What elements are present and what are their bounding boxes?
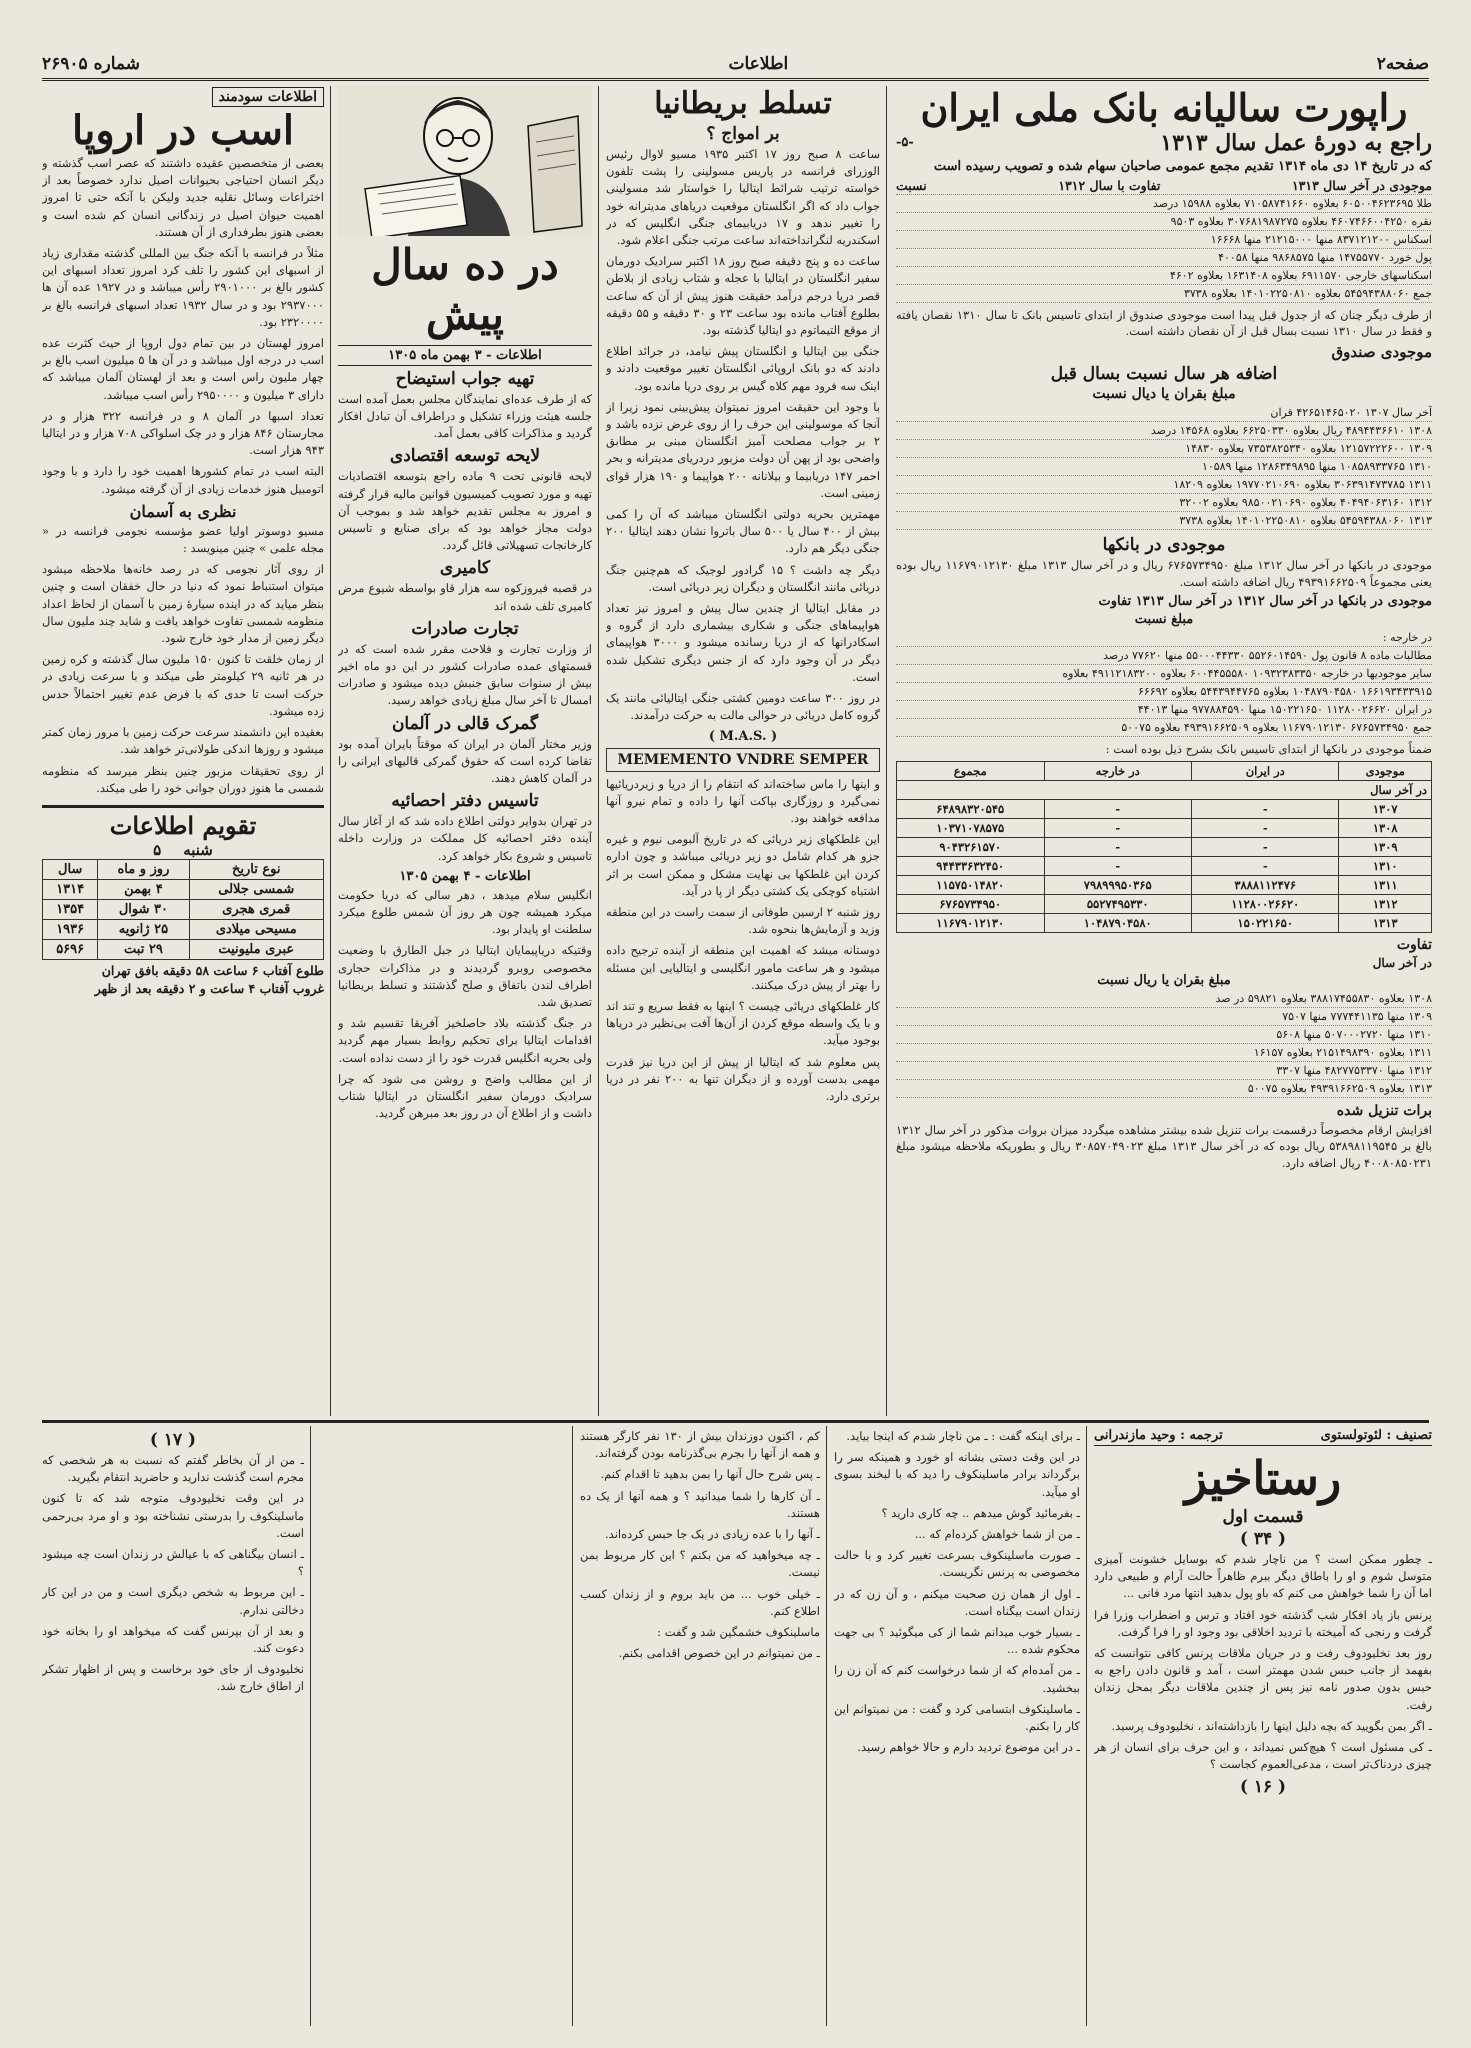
history-body [897, 800, 1432, 933]
calendar-row: قمری هجری ۳۰ شوال ۱۳۵۴ [43, 899, 324, 919]
column-divider [886, 86, 887, 1416]
banks-row: ۱۶۶۱۹۳۴۳۳۹۱۵ ۱۰۴۸۷۹۰۴۵۸۰ بعلاوه ۵۴۴۳۹۴۴۷۶۵ بعلاوه ۶۶۶۹۲ [896, 683, 1432, 701]
history-table [896, 761, 1432, 933]
britain-paragraph: ساعت ۸ صبح روز ۱۷ اکتبر ۱۹۳۵ مسیو لاوال رئیس الوزرای فرانسه در پاریس مسولینی را پشت تلفون خواسته ترتیب شرائط ایتالیا را خواستار شد مسولینی جواب داد که اگر انگلستان موقعیت دریاهای مدیترانه خود را تغییر ندهد و ۱۷ دریابیمای جنگی انگلیس که در اسکندریه لنگرانداخته‌اند ساعت مرتب جنگی اعلام شود. [606, 147, 880, 248]
ten-years-paragraph: از این مطالب واضح و روشن می شود که چرا سرادیک دورمان سفیر انگلستان در ایتالیا شتاب داشت و از اطلاع آن در روز بعد مبرهن گردید. [338, 1071, 592, 1121]
serial-divider [826, 1426, 827, 2026]
diff-row: ۱۳۱۳ بعلاوه ۴۹۳۹۱۶۶۲۵۰۹ بعلاوه ۵۰۰۷۵ [896, 1080, 1432, 1098]
calendar-body [43, 879, 324, 959]
bank-report-title: راپورت سالیانه بانک ملی ایران [920, 86, 1408, 130]
britain-subtitle: بر امواج ؟ [706, 124, 780, 144]
bank-report-article [896, 86, 1432, 1416]
horse-paragraph: مثلاً در فرانسه با آنکه جنگ بین المللی گذشته مقداری زیاد از اسبهای این کشور را تلف کرد امروز تعداد اسبهای این کشور بالغ بر ۲۹۰۱۰۰۰ رأس میباشد و در ۱۹۲۷ عده آن ها ۲۹۳۷۰۰۰ بود و در سال ۱۹۳۲ تعداد اسبهای فرانسه بالغ بر ۲۳۲۰۰۰۰ بود. [42, 246, 324, 329]
banks-row: جمع ۶۷۶۵۷۳۴۹۵۰ ۱۱۶۷۹۰۱۲۱۳۰ بعلاوه ۴۹۳۹۱۶۶۲۵۰۹ بعلاوه ۵۰۰۷۵ [896, 719, 1432, 737]
ten-years-item-text: وزیر مختار آلمان در ایران که موقتاً بایران آمده بود تقاضا کرده است که حقوق گمرکی قالیهای ایرانی را در آلمان کاهش دهند. [338, 736, 592, 786]
serial-paragraph: ـ من نمیتوانم در این خصوص اقدامی بکنم. [618, 1646, 820, 1661]
reserves-table [896, 195, 1432, 303]
serial-paragraph: ـ آن کارها را شما میدانید ؟ و همه آنها از یک ده هستند. [580, 1488, 820, 1520]
calendar-day-number: ۵ [153, 840, 162, 859]
history-row: ۱۳۱۱ ۳۸۸۸۱۱۲۴۷۶ ۷۹۸۹۹۹۵۰۳۶۵ ۱۱۵۷۵۰۱۴۸۲۰ [897, 876, 1432, 895]
diff-row: ۱۳۱۱ بعلاوه ۲۱۵۱۴۹۸۳۹۰ بعلاوه ۱۶۱۵۷ [896, 1044, 1432, 1062]
britain-paragraph: جنگی بین ایتالیا و انگلستان پیش نیامد، در جرائد اطلاع دادند که دو بانک اروپائی انگلستان تغییر موقعیت دادند و اینک سه فرود مهم کلاه گیس بر روی دریا مانده بود. [606, 344, 880, 393]
ten-years-title: در ده سال پیش [371, 240, 559, 340]
diff-header: مبلغ بقران یا ریال نسبت [1097, 973, 1231, 989]
cash-heading: موجودی صندوق [1331, 343, 1432, 362]
serial-paragraph: ـ من از شما خواهش کرده‌ام که ... [914, 1527, 1080, 1542]
serial-paragraph: ـ کی مسئول است ؟ هیچ‌کس نمیداند ، و این حرف برای انسان از هر چیزی دردناک‌تر است ، مدعی‌العموم کجاست ؟ [1094, 1739, 1432, 1772]
column-divider [598, 86, 599, 1416]
serial-paragraph: و بعد از آن بپرنس گفت که میخواهد او را بخانه خود دعوت کند. [42, 1623, 304, 1656]
history-row: ۱۳۰۹ - - ۹۰۴۳۲۶۱۵۷۰ [897, 838, 1432, 857]
britain-article [606, 86, 880, 1416]
ten-years-items [338, 369, 592, 865]
horse-paragraph: تعداد اسبها در آلمان ۸ و در فرانسه ۳۲۲ هزار و در مجارستان ۸۴۶ هزار و در چک اسلواکی ۷۰۸ هزار و در ایتالیا ۹۴۳ هزار است. [42, 408, 324, 458]
cash-subhead2: مبلغ بقران یا دیال نسبت [1092, 386, 1236, 403]
history-row: ۱۳۰۷ - - ۶۴۸۹۸۳۲۰۵۴۵ [897, 800, 1432, 819]
serial-paragraph: ـ چه میخواهید که من بکنم ؟ این کار مربوط بمن نیست. [580, 1548, 820, 1580]
serial-author: تصنیف : لئوتولستوی [1320, 1428, 1432, 1443]
ten-years-item-heading: کامیری [439, 558, 491, 579]
motto-credit: ( M.A.S. ) [708, 728, 778, 744]
ten-years-item-heading: تهیه جواب استیضاح [395, 368, 535, 389]
banks-table-sub: مبلغ نسبت [1134, 611, 1194, 627]
sky-paragraph: بعقیده این دانشمند سرعت حرکت زمین با مرور زمان کمتر میشود و روزها اندکی طولانی‌تر خواهد شد. [42, 725, 324, 757]
reader-illustration [338, 86, 592, 236]
sky-subhead: نظری به آسمان [129, 501, 237, 521]
reserves-row: نقره ۴۶۰۷۴۶۶۰۰۴۲۵۰ بعلاوه ۳۰۷۶۸۱۹۸۷۲۷۵ بعلاوه ۹۵۰۳ [896, 213, 1432, 231]
diff-heading: تفاوت [1396, 937, 1432, 954]
calendar-row: شمسی جلالی ۴ بهمن ۱۳۱۴ [43, 879, 324, 899]
serial-column-3 [580, 1428, 820, 2028]
banks-note: ضمناً موجودی در بانکها از ابتدای تاسیس بانک بشرح ذیل بوده است : [1105, 741, 1432, 756]
cash-row: ۱۳۱۲ ۴۰۴۹۴۰۶۳۱۶۰ بعلاوه ۹۸۵۰۰۲۱۰۶۹۰ بعلاوه ۳۲۰۰۲ [896, 494, 1432, 512]
reserves-row: پول خورد ۱۴۷۵۵۷۷۰ منها ۹۸۶۸۵۷۵ منها ۴۰۰۵۸ [896, 249, 1432, 267]
sky-paragraph: از زمان خلقت تا کنون ۱۵۰ ملیون سال گذشته و کره زمین در هر ثانیه ۲۹ کیلومتر طی میکند و با سرعت زیادی در حرکت است تا حدی که با فرض عدم تغییر احتمالاً حدس زده میشود. [42, 652, 324, 718]
serial-paragraph: ـ بسیار خوب میدانم شما از کی میگوئید ؟ بی جهت محکوم شده ... [834, 1625, 1080, 1657]
sky-paragraph: از روی تحقیقات مزبور چنین بنظر میرسد که منظومه شمسی ما هنوز دوران جوانی خود را طی میکند. [42, 763, 324, 795]
history-header-row: موجودی در ایران در خارجه مجموع [897, 762, 1432, 781]
calendar-header-row: نوع تاریخ روز و ماه سال [43, 859, 324, 879]
banks-row: در ایران ۱۱۲۸۰۰۲۶۶۲۰ ۱۵۰۲۲۱۶۵۰ منها ۹۷۷۸۸۴۵۹۰ منها ۴۴۰۱۳ [896, 701, 1432, 719]
serial-paragraph: ـ خیلی خوب ... من باید بروم و از زندان کسب اطلاع کنم. [580, 1586, 820, 1618]
history-row: ۱۳۱۰ - - ۹۴۴۳۳۶۳۲۴۵۰ [897, 857, 1432, 876]
serial-text-2 [834, 1428, 1080, 1756]
cash-row: ۱۳۱۰ ۱۰۸۵۸۹۳۳۷۶۵ منها ۱۲۸۶۳۴۹۸۹۵ منها ۱۰۵۸۹ [896, 458, 1432, 476]
ten-years-tail [338, 887, 592, 1123]
serial-column-1 [1094, 1428, 1432, 2028]
cash-row: ۱۳۱۱ ۳۰۶۳۹۱۴۷۳۷۸۵ بعلاوه ۱۹۷۷۰۲۱۰۶۹۰ بعلاوه ۱۸۲۰۹ [896, 476, 1432, 494]
serial-paragraph: ـ من آمده‌ام که از شما درخواست کنم که آن زن را ببخشید. [834, 1663, 1080, 1695]
history-row: ۱۳۱۲ ۱۱۲۸۰۰۲۶۶۲۰ ۵۵۲۷۴۹۵۳۳۰ ۶۷۶۵۷۳۴۹۵۰ [897, 895, 1432, 914]
ten-years-article [338, 86, 592, 1416]
motto: MEMEMENTO VNDRE SEMPER [606, 748, 880, 772]
serial-paragraph: ـ اگر بمن بگویید که بچه دلیل اینها را بازداشته‌اند ، نخلیودوف پرسید. [1111, 1718, 1432, 1733]
serial-column-2 [834, 1428, 1080, 2028]
history-row: ۱۳۱۳ ۱۵۰۲۲۱۶۵۰ ۱۰۴۸۷۹۰۴۵۸۰ ۱۱۶۷۹۰۱۲۱۳۰ [897, 914, 1432, 933]
serial-paragraph: در این وقت نخلیودوف متوجه شد که تا کنون ماسلینکوف را بدرستی نشناخته بود و او مرد بی‌رحمی است. [42, 1491, 304, 1540]
horse-body [42, 155, 324, 498]
serial-paragraph: ـ صورت ماسلینکوف بسرعت تغییر کرد و با حالت مخصوصی به پرنس نگریست. [834, 1548, 1080, 1580]
page-label: صفحه۲ [1376, 54, 1429, 74]
calendar-box [42, 805, 324, 996]
ten-years-item-text: لایحه قانونی تحت ۹ ماده راجع بتوسعه اقتصادیات تهیه و مورد تصویب کمیسیون قوانین مالیه قرار گرفته و امروز به مجلس تقدیم خواهد شد و بموجب آن دولت مجاز خواهد بود که برای صنایع و تاسیس کارخانجات تسهیلاتی قائل گردد. [338, 469, 592, 553]
serial-paragraph: ـ پس شرح حال آنها را بمن بدهید تا اقدام کنم. [600, 1467, 820, 1482]
ten-years-item-text: در تهران بدوایر دولتی اطلاع داده شد که از آغاز سال آینده دفتر احصائیه کل مملکت در وزارت داخله تاسیس و شروع بکار خواهد کرد. [338, 814, 592, 863]
useful-info-label: اطلاعات سودمند [212, 87, 324, 107]
cash-table [896, 404, 1432, 530]
britain-paragraph: پس معلوم شد که ایتالیا از پیش از این دریا نیز قدرت مهمی بدست آورده و از دیگران تنها به ۲۰۰ نفر در دریا برتری دارد. [606, 1054, 880, 1103]
britain-paragraph: و اینها را ماس ساخته‌اند که انتقام را از دریا و زیردریائیها نمی‌گیرد و روزگاری بپاکت آنها را داده و تمام نیرو آنها مدافعه خواهند بود. [606, 776, 880, 825]
serial-paragraph: ـ این مربوط به شخص دیگری است و من در این کار دخالتی ندارم. [42, 1585, 304, 1617]
calendar-table [42, 859, 324, 960]
paper-name: اطلاعات [728, 54, 789, 74]
banks-row: مطالبات ماده ۸ قانون پول ۵۵۲۶۰۱۴۵۹۰ ۵۵۰۰۰۴۴۳۳۰ منها ۷۷۶۲۰ درصد [896, 647, 1432, 665]
serial-divider [1086, 1426, 1087, 2026]
britain-paragraph: در مقابل ایتالیا از چندین سال پیش و امروز نیز تعداد هواپیماهای جنگی و شکاری بیشماری دارد از گروه و اسکادرانها که از دریا رسانده میشود و ۳۰۰۰ هواپیمای دیگر در آن وجود دارد که از جنس دیگری تشکیل شده است. [606, 601, 880, 684]
serial-paragraph: ماسلینکوف خشمگین شد و گفت : [657, 1625, 820, 1640]
serial-paragraph: ـ ماسلینکوف ابتسامی کرد و گفت : من نمیتوانم این کار را بکنم. [834, 1701, 1080, 1734]
serial-paragraph: ـ انسان بیگناهی که با عیالش در زندان است چه میشود ؟ [42, 1547, 304, 1579]
britain-paragraph: این غلطکهای زیر دریائی که در تاریخ آلبومی نیوم و غیره جزو هر کدام شامل دو زیر دریائی میباشد و چون اداره کردن این غلطکها بی نهایت مشکل و ممکن است بر اثر اشتباه کوچکی یک کشتی دیگر از پا در آید. [606, 832, 880, 898]
serial-paragraph: ـ چطور ممکن است ؟ من ناچار شدم که بوسایل خشونت آمیزی متوسل شوم و او را باطاق دیگر ببرم ظاهراً حالت آرام و طبیعی دارد اما آن را شما خواهش می کنم که باو پول بدهید انتها مرد فانی ... [1094, 1551, 1432, 1601]
notes-text: افزایش ارقام مخصوصاً درقسمت برات تنزیل شده بیشتر مشاهده میگردد میزان بروات مذکور در آخر سال ۱۳۱۲ بالغ بر ۵۳۸۹۸۱۱۹۵۴۵ ریال بوده که در آخر سال ۱۳۱۳ مبلغ ۳۰۸۵۷۰۴۹۰۲۳ ریال و بطوریکه ملاحظه میشود مبلغ ۴۰۰۸۰۸۵۰۲۳۱ ریال اضافه دارد. [896, 1123, 1432, 1170]
bank-report-intro: که در تاریخ ۱۴ دی ماه ۱۳۱۴ تقدیم مجمع عمومی صاحبان سهام شده و تصویب رسیده است [933, 159, 1432, 175]
sky-paragraph: مسیو دوسوتر اولیا عضو مؤسسه نجومی فرانسه در « مجله علمی » چنین مینویسد : [42, 523, 324, 556]
calendar-row: مسیحی میلادی ۲۵ ژانویه ۱۹۳۶ [43, 919, 324, 939]
issue-number: شماره ۲۶۹۰۵ [42, 54, 140, 74]
britain-paragraph: دوستانه میشد که اهمیت این منطقه از آینده ترجیح داده میشود و هر ساعت مامور انگلیسی و ایتالیایی این مسئله را بهتر از پیش درک میکنند. [606, 943, 880, 992]
serial-text-3 [580, 1428, 820, 1662]
serial-divider [572, 1426, 573, 2026]
sky-paragraph: از روی آثار نجومی که در رصد خانه‌ها ملاحظه میشود میتوان استنباط نمود که دنیا در حال خفقان است و چنین بنظر میاید که در اینده سیارهٔ زمین با آسمان از لحاظ اعداد منظومه شمسی تفاوت خواهد یافت و شاید چند ملیون سال دیگر زمین از مدار خود خارج شود. [42, 562, 324, 646]
banks-row: سایر موجودیها در خارجه ۱۰۹۳۲۳۸۳۳۵۰ ۶۰۰۴۴۵۵۵۸۰ بعلاوه ۴۹۱۱۲۱۸۳۲۰۰ بعلاوه [896, 665, 1432, 683]
serial-paragraph: ـ من از آن بخاطر گفتم که نسبت به هر شخصی که مجرم است گذشت ندارید و حاضرید انتقام بگیرید. [42, 1453, 304, 1485]
banks-table [896, 629, 1432, 737]
banks-text: موجودی در بانکها در آخر سال ۱۳۱۲ مبلغ ۶۷۶۵۷۳۴۹۵۰ ریال و در آخر سال ۱۳۱۳ مبلغ ۱۱۶۷۹۰۱۲۱۳۰ ریال بوده یعنی مجموعاً ۴۹۳۹۱۶۶۲۵۰۹ ریال اضافه داشته است. [896, 558, 1432, 589]
britain-paragraph: مهمترین بحریه دولتی انگلستان میباشد که آن را کمی بیش از ۴۰۰ سال یا ۵۰۰ سال باتروا نشان دهند ایتالیا ۲۰۰ جنگی دیگر هم دارد. [606, 507, 880, 556]
diff-row: ۱۳۱۰ منها ۵۰۷۰۰۰۲۷۲۰ منها ۵۶۰۸ [896, 1026, 1432, 1044]
calendar-row: عبری ملیونیت ۲۹ تبت ۵۶۹۶ [43, 939, 324, 959]
reserves-row: اسکناس ۸۳۷۱۲۱۲۰۰ منها ۲۱۲۱۵۰۰۰ منها ۱۶۶۶۸ [896, 231, 1432, 249]
serial-chapter: ( ۳۴ ) [1239, 1528, 1287, 1549]
diff-row: ۱۳۱۲ منها ۴۸۲۷۷۵۳۳۷۰ منها ۳۳۰۷ [896, 1062, 1432, 1080]
cash-row: ۱۳۰۹ ۱۲۱۵۷۲۲۲۶۰۰ بعلاوه ۷۳۵۳۸۲۵۳۴۰ بعلاوه ۱۴۸۳۰ [896, 440, 1432, 458]
calendar-day [42, 841, 324, 859]
horse-europe-article [42, 86, 324, 1416]
serial-paragraph: ـ آنها را با عده زیادی در یک جا حبس کرده‌اند. [605, 1527, 820, 1542]
britain-paragraph: با وجود این حقیقت امروز نمیتوان پیش‌بینی نمود زیرا از آنجا که موسولینی این حرف را از روی غرض نزده باشد و ۲ بر جواب مصلحت آمیز انگلستان مبنی بر مطابق واضحی بود از پهن آن دولت مزبور دردریای مدیترانه و بحر احمر ۱۴۷ دریابیما و بیلانانه ۲۰۰ هواپیما و ۱۹۰ هزار قوای زمینی است. [606, 399, 880, 500]
banks-row: در خارجه : [896, 629, 1432, 647]
serial-text-4 [42, 1452, 304, 1696]
serial-paragraph: کم ، اکنون دوزندان بیش از ۱۳۰ نفر کارگر هستند و همه از آنها را بجرم بی‌گذرنامه بودن گرفته‌اند. [580, 1429, 820, 1461]
ten-years-paragraph: انگلیس سلام میدهد ، دهر سالی که دریا حکومت میکرد همیشه چون هر روز آن شمس طلوع میکرد سلطنت او پایدار بود. [338, 887, 592, 937]
serial-chapter-2: ( ۱۶ ) [1239, 1777, 1287, 1798]
bank-report-subtitle: راجع به دورهٔ عمل سال ۱۳۱۳ [1160, 129, 1432, 156]
serial-divider [310, 1426, 311, 2026]
diff-table [896, 990, 1432, 1098]
banks-table-header: موجودی در بانکها در آخر سال ۱۳۱۲ در آخر سال ۱۳۱۳ تفاوت [1098, 593, 1432, 609]
ten-years-date: اطلاعات - ۳ بهمن ماه ۱۳۰۵ [338, 345, 592, 366]
ten-years-paragraph: وقتیکه دریاپیمایان ایتالیا در جبل الطارق با وضعیت مخصوصی روبرو گردیدند و در مذاکرات حجاری اطراف لندن باتفاق و صلح گذشتند و تسلط بریطانیا تصدیق شد. [338, 943, 592, 1010]
ten-years-item-heading: تجارت صادرات [411, 618, 519, 639]
banks-heading: موجودی در بانکها [1102, 535, 1226, 556]
britain-body [606, 146, 880, 725]
cash-subhead: اضافه هر سال نسبت بسال قبل [1050, 364, 1278, 385]
diff-row: ۱۳۰۹ منها ۷۷۷۴۴۱۱۳۵ منها ۷۵۰۷ [896, 1008, 1432, 1026]
diff-row: ۱۳۰۸ بعلاوه ۳۸۸۱۷۴۵۵۸۳۰ بعلاوه ۵۹۸۲۱ در صد [896, 990, 1432, 1008]
serial-paragraph: ـ در این موضوع تردید دارم و حالا خواهم رسید. [857, 1740, 1080, 1755]
history-row: ۱۳۰۸ - - ۱۰۳۷۱۰۷۸۵۷۵ [897, 819, 1432, 838]
ten-years-item-text: که از طرف عده‌ای نمایندگان مجلس بعمل آمده است جلسه هیئت وزراء تشکیل و دراطراف آن تبادل افکار گردید و مذاکرات کافی بعمل آمد. [338, 391, 592, 441]
britain-paragraph: روز شنبه ۲ ارسین طوفانی از سمت راست در این منطقه وزید و آزمایش‌ها بنحوه شد. [606, 904, 880, 937]
serial-paragraph: ـ برای اینکه گفت : ـ من ناچار شدم که اینجا بیاید. [846, 1429, 1080, 1443]
britain-title: تسلط بریطانیا [654, 86, 832, 121]
reserves-row: اسکناسهای خارجی ۶۹۱۱۵۷۰ بعلاوه ۱۶۳۱۴۰۸ بعلاوه ۴۶۰۲ [896, 267, 1432, 285]
serial-text-1 [1094, 1551, 1432, 1773]
serial-translator: ترجمه : وحید مازندرانی [1094, 1428, 1223, 1443]
serial-part: قسمت اول [1222, 1506, 1304, 1527]
serial-paragraph: ـ اول از همان زن صحبت میکنم ، و آن زن که در زندان است بیگناه است. [834, 1586, 1080, 1618]
sunset-line: غروب آفتاب ۴ ساعت و ۲ دقیقه بعد از ظهر [94, 980, 324, 996]
britain-paragraph: دیگر چه داشت ؟ ۱۵ گرادور لوجیک که هم‌چنین جنگ دریائی مانند انگلستان و دیگران زیر دریائی است. [606, 562, 880, 594]
serial-chapter-3: ( ۱۷ ) [149, 1430, 197, 1450]
horse-paragraph: بعضی از متخصصین عقیده داشتند که عصر اسب گذشته و دیگر انسان احتیاجی بحیوانات اصیل ندارد خصوصاً بعد از اختراعات وسائل نقلیه جدید ولیکن با آنکه حتی تا امروز اهمیت حیوان اصیل در زندگانی انسان کم شده است و بعضی هنوز بطرفداری از آن هستند. [42, 156, 324, 239]
cash-row: آخر سال ۱۳۰۷ ۴۲۶۵۱۴۶۵۰۲۰ قران [896, 404, 1432, 422]
britain-paragraph: کار غلطکهای دریائی چیست ؟ اینها به فقط سریع و تند اند و با یک واسطه موقع کردن از آن‌ها آفت بی‌نظیر در دریاها بوجود میآید. [606, 998, 880, 1048]
sunrise-line: طلوع آفتاب ۶ ساعت ۵۸ دقیقه بافق تهران [101, 962, 324, 978]
section-divider [42, 1420, 1429, 1423]
diff-sub: در آخر سال [1372, 956, 1432, 971]
sky-body [42, 523, 324, 797]
cash-row: ۱۳۱۳ ۵۴۵۹۴۳۸۸۰۶۰ بعلاوه ۱۴۰۱۰۲۲۵۰۸۱۰ بعلاوه ۳۷۳۸ [896, 512, 1432, 530]
ten-years-item-heading: گمرک قالی در آلمان [391, 713, 539, 734]
horse-paragraph: البته اسب در تمام کشورها اهمیت خود را دارد و با وجود اتومبیل هنوز خدمات زیادی از آن گرفته میشود. [42, 464, 324, 496]
page-header [42, 52, 1429, 76]
serial-paragraph: پرنس باز یاد افکار شب گذشته خود افتاد و ترس و اضطراب وزرا فرا گرفت و رنجی که آمیخته با تردید اخلاقی بود وجود او را فرا گرفت. [1094, 1607, 1432, 1639]
britain-body-2 [606, 776, 880, 1106]
horse-paragraph: امروز لهستان در بین تمام دول اروپا از حیث کثرت عده اسب در درجه اول میباشد و در آن ها ۵ میلیون اسب بالغ بر چهار ملیون راس است و بعد از لهستان آلمان میباشد که دارای ۳ میلیون و ۲۹۵۰۰۰۰ رأس اسب میباشد. [42, 336, 324, 402]
cash-row: ۱۳۰۸ ۴۸۹۴۴۳۶۶۱۰ ریال بعلاوه ۶۶۲۵۰۳۳۰ بعلاوه ۱۴۵۶۸ درصد [896, 422, 1432, 440]
serial-column-4 [42, 1428, 304, 2028]
calendar-title: تقویم اطلاعات [109, 810, 257, 840]
column-divider [330, 86, 331, 1416]
ten-years-item-heading: لایحه توسعه اقتصادی [389, 446, 541, 467]
history-sub: در آخر سال [897, 781, 1432, 800]
ten-years-item-heading: تاسیس دفتر احصائیه [391, 791, 539, 812]
serial-paragraph: ـ بفرمائید گوش میدهم .. چه کاری دارید ؟ [881, 1505, 1080, 1520]
serial-paragraph: در این وقت دستی بشانه او خورد و همینکه سر را برگرداند برادر ماسلینکوف را دید که با لبخند بسوی او میآید. [834, 1450, 1080, 1499]
serial-paragraph: نخلیودوف از جای خود برخاست و پس از اظهار تشکر از اطاق خارج شد. [42, 1662, 304, 1694]
britain-paragraph: در روز ۳۰۰ ساعت دومین کشتی جنگی ایتالیائی مانند یک گروه کامل دریائی در حوالی مالت به حرکت درآمدند. [606, 691, 880, 723]
ten-years-item-text: در قصبه فیروزکوه سه هزار قاو بواسطه شیوع مرض کامیری تلف شده اند [338, 581, 592, 613]
calendar-weekday: شنبه [183, 840, 213, 859]
serial-paragraph: روز بعد نخلیودوف رفت و در جریان ملاقات پرنس کافی نتوانست که بفهمد از جانب حبس شدن مهمتر است ، آمد و قانون دادن راجع به حبس بدون صدور نامه نیز پس از چندین ملاقات دیگر بمحل زندان رفت. [1094, 1645, 1432, 1712]
serial-title: رستاخیز [1184, 1451, 1342, 1505]
britain-paragraph: ساعت ده و پنج دقیقه صبح روز ۱۸ اکتبر سرادیک دورمان سفیر انگلستان در ایتالیا با عجله و شتاب زیادی از بلاطن قصر دریا درجم درآمد حقیقت هنوز پیش از آن که ساعت بطلوع آفتاب مانده بود ساعت ۲۳ و ۳۰ دقیقه و ۵۵ دقیقه از موقع التیماتوم دو ایتالیا گذشته بود. [606, 254, 880, 338]
ten-years-item-text: از وزارت تجارت و فلاحت مقرر شده است که در قسمتهای عمده صادرات کشور در این دو ماه اخیر بیش از سنوات سابق جنبش دیده میشود و صادرات امسال تا آخر سال مبلغ زیادی خواهد رسید. [338, 641, 592, 708]
horse-title: اسب در اروپا [72, 107, 294, 154]
reserves-header: موجودی در آخر سال ۱۳۱۳ تفاوت با سال ۱۳۱۲ نسبت [896, 178, 1432, 194]
ten-years-paragraph: در جنگ گذشته بلاد حاصلخیز آفریقا تقسیم شد و اقدامات ایتالیا برای تحکیم روابط بسیار مهم گردید ولی بحریه انگلیس قدرت خود را از دست نداده است. [338, 1016, 592, 1065]
bank-report-marker: -۵- [896, 135, 914, 151]
ten-years-date-2: اطلاعات - ۴ بهمن ۱۳۰۵ [399, 868, 531, 884]
reserves-row: طلا ۶۰۵۰۰۴۶۲۳۶۹۵ بعلاوه ۷۱۰۵۸۷۴۱۶۶۰ بعلاوه ۱۵۹۸۸ درصد [896, 195, 1432, 213]
reserves-row: جمع ۵۴۵۹۴۳۸۸۰۶۰ بعلاوه ۱۴۰۱۰۲۲۵۰۸۱۰ بعلاوه ۳۷۳۸ [896, 285, 1432, 303]
header-rule [42, 78, 1429, 81]
reserves-note: از طرف دیگر چنان که از جدول قبل پیدا است موجودی صندوق از ابتدای تاسیس بانک تا سال ۱۳۱۰ نقصان یافته و فقط در سال ۱۳۱۰ نسبت بسال قبل از آن نقصان داشته است. [896, 308, 1432, 339]
notes-heading: برات تنزیل شده [1336, 1103, 1432, 1120]
